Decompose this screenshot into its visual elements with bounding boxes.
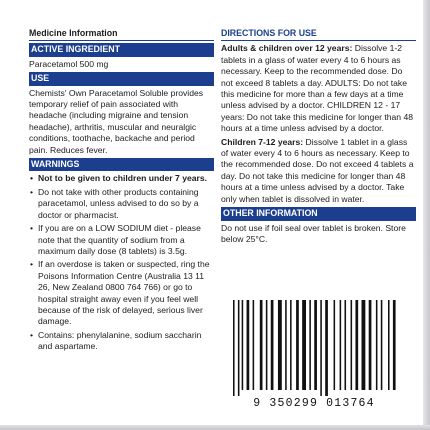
right-column xyxy=(221,28,416,247)
barcode-bar xyxy=(233,300,235,396)
barcode-bar xyxy=(376,300,378,390)
barcode-bar xyxy=(247,300,250,390)
barcode-bar xyxy=(314,300,317,390)
medicine-information-title: Medicine Information xyxy=(29,28,214,41)
active-ingredient-text: Paracetamol 500 mg xyxy=(29,58,109,69)
barcode-bar xyxy=(242,300,244,390)
warning-item: • Contains: phenylalanine, sodium saccharin and aspartame. xyxy=(29,330,214,353)
directions-heading: DIRECTIONS FOR USE xyxy=(221,28,416,41)
barcode-bar xyxy=(345,300,347,390)
other-information-text: Do not use if foil seal over tablet is broken. Store below 25°C. xyxy=(221,222,406,244)
package-bottom-edge xyxy=(0,425,430,430)
barcode xyxy=(225,300,403,418)
barcode-bar xyxy=(388,300,390,390)
left-column xyxy=(29,28,214,355)
warning-item: • Do not take with other products containing paracetamol, unless advised to do so by a doctor or pharmacist. xyxy=(29,187,214,221)
barcode-bar xyxy=(334,300,336,390)
barcode-bar xyxy=(271,300,274,390)
barcode-bar xyxy=(320,300,322,396)
barcode-bar xyxy=(260,300,263,390)
adults-label: Adults & children over 12 years: xyxy=(221,43,353,54)
barcode-bar xyxy=(296,300,299,390)
active-ingredient-heading: ACTIVE INGREDIENT xyxy=(29,43,214,56)
barcode-bar xyxy=(362,300,366,390)
barcode-bar xyxy=(266,300,268,390)
barcode-bar xyxy=(369,300,372,390)
package-side-edge xyxy=(423,0,430,430)
warnings-list xyxy=(29,173,214,352)
barcode-bar xyxy=(393,300,396,390)
barcode-bar xyxy=(278,300,282,390)
barcode-bar xyxy=(325,300,328,396)
use-text: Chemists' Own Paracetamol Soluble provides temporary relief of pain associated with headache (including migraine and tension headache), arthritis, muscular and neuralgic conditions, toothache, backache and period pain. Reduces fever. xyxy=(29,87,204,155)
barcode-bar xyxy=(381,300,383,390)
warning-item: • Not to be given to children under 7 years. xyxy=(29,173,214,184)
warning-item: • If you are on a LOW SODIUM diet - please note that the quantity of sodium from a maximum daily dose (8 tablets) is 3.5g. xyxy=(29,223,214,257)
barcode-bar xyxy=(351,300,353,390)
barcode-bar xyxy=(309,300,311,390)
children-text: Dissolve 1 tablet in a glass of water every 4 to 6 hours as necessary. Keep to the recommended dose. Do not exceed 4 tablets a day. Do not take this medicine for longer than 48 hours at a time unless advised by a doctor. Take only when tablet is dissolved in water. xyxy=(221,136,414,204)
barcode-number: 9 350299 013764 xyxy=(253,397,375,410)
use-heading: USE xyxy=(29,72,214,85)
other-information-heading: OTHER INFORMATION xyxy=(221,207,416,220)
barcode-bar xyxy=(290,300,292,390)
barcode-bar xyxy=(253,300,255,390)
barcode-bar xyxy=(238,300,240,396)
barcode-bar xyxy=(302,300,306,390)
barcode-bar xyxy=(285,300,287,390)
adults-text: Dissolve 1-2 tablets in a glass of water every 4 to 6 hours as necessary. Keep to the recommended dose. Do not exceed 8 tablets a day. ADULTS: Do not take this medicine for more than a few days at a time unless advised by a doctor. CHILDREN 12 - 17 years: Do not take this medicine for longer than 48 hours at a time unless advised by a doctor. xyxy=(221,43,414,134)
warnings-heading: WARNINGS xyxy=(29,158,214,171)
barcode-bar xyxy=(355,300,358,390)
children-label: Children 7-12 years: xyxy=(221,136,304,147)
barcode-bar xyxy=(340,300,342,390)
adults-directions xyxy=(221,43,416,134)
warning-item: • If an overdose is taken or suspected, ring the Poisons Information Centre (Australia 13 11 26, New Zealand 0800 764 766) or go to hospital straight away even if you feel well because of the risk of delayed, serious liver damage. xyxy=(29,259,214,327)
barcode-bars xyxy=(231,300,397,396)
children-directions xyxy=(221,137,416,205)
